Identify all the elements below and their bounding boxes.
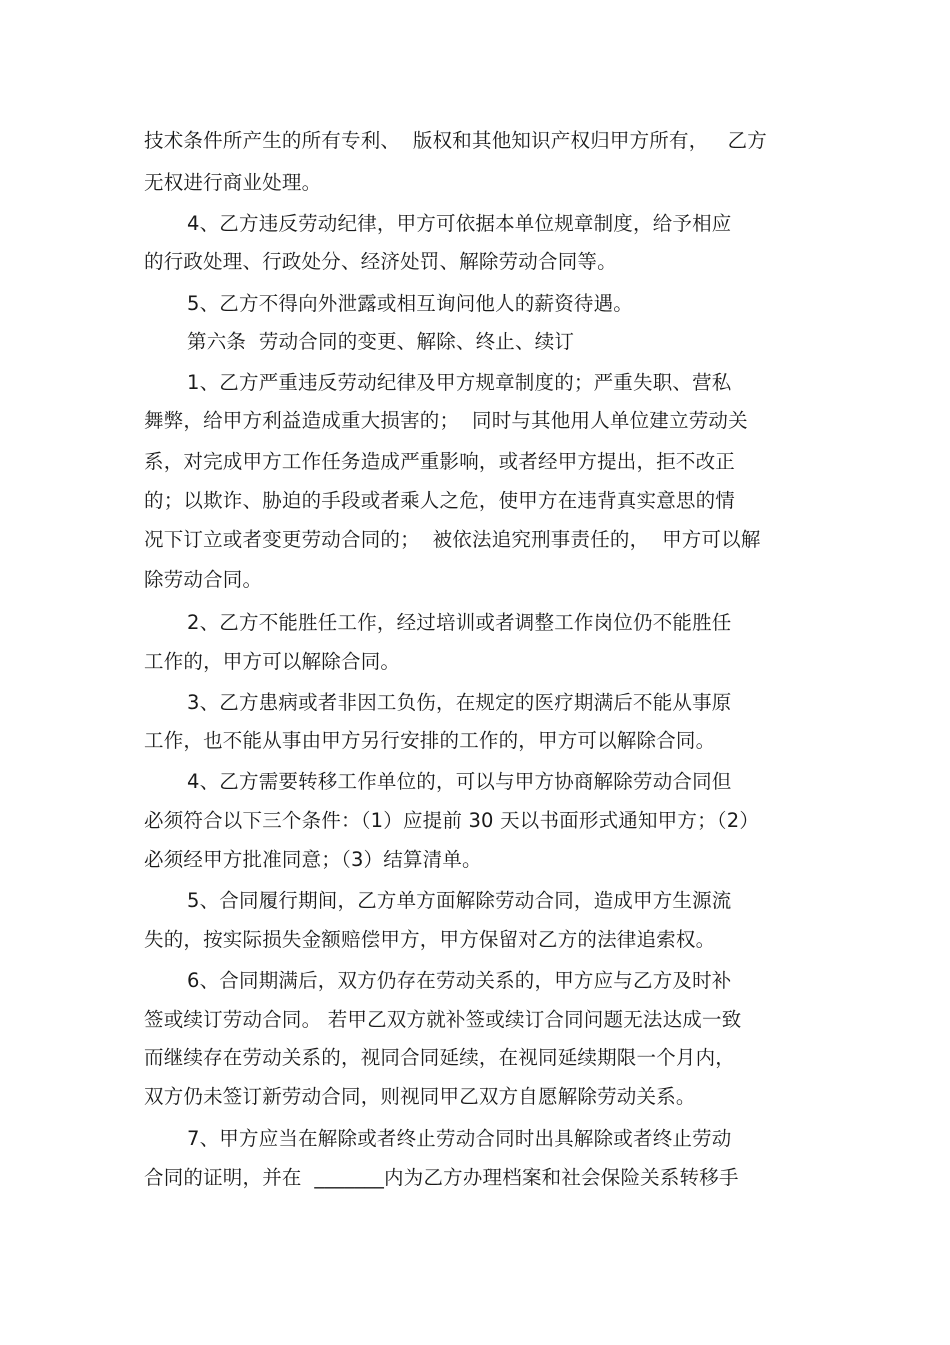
text-line: 工作，也不能从事由甲方另行安排的工作的，甲方可以解除合同。 xyxy=(144,729,716,752)
text-line: 的；以欺诈、胁迫的手段或者乘人之危，使甲方在违背真实意思的情 xyxy=(144,489,736,512)
text-line: 况下订立或者变更劳动合同的； 被依法追究刑事责任的， 甲方可以解 xyxy=(144,528,761,551)
text-line: 无权进行商业处理。 xyxy=(144,171,322,194)
text-line: 技术条件所产生的所有专利、 版权和其他知识产权归甲方所有， 乙方 xyxy=(144,129,767,152)
text-line: 工作的，甲方可以解除合同。 xyxy=(144,650,401,673)
text-line: 4、乙方违反劳动纪律，甲方可依据本单位规章制度，给予相应 xyxy=(187,212,732,235)
text-line: 5、乙方不得向外泄露或相互询问他人的薪资待遇。 xyxy=(187,292,634,315)
section-heading: 第六条 劳动合同的变更、解除、终止、续订 xyxy=(187,330,575,353)
text-line: 4、乙方需要转移工作单位的，可以与甲方协商解除劳动合同但 xyxy=(187,770,732,793)
text-line: 2、乙方不能胜任工作，经过培训或者调整工作岗位仍不能胜任 xyxy=(187,611,732,634)
text-line: 7、甲方应当在解除或者终止劳动合同时出具解除或者终止劳动 xyxy=(187,1127,732,1150)
text-line: 必须符合以下三个条件：（1）应提前 30 天以书面形式通知甲方；（2） xyxy=(144,809,760,832)
text-line: 合同的证明，并在 _______内为乙方办理档案和社会保险关系转移手 xyxy=(144,1166,739,1189)
text-line: 1、乙方严重违反劳动纪律及甲方规章制度的；严重失职、营私 xyxy=(187,371,732,394)
text-line: 除劳动合同。 xyxy=(144,568,263,591)
text-line: 而继续存在劳动关系的，视同合同延续，在视同延续期限一个月内， xyxy=(144,1046,736,1069)
text-line: 系，对完成甲方工作任务造成严重影响，或者经甲方提出，拒不改正 xyxy=(144,450,736,473)
text-line: 6、合同期满后，双方仍存在劳动关系的，甲方应与乙方及时补 xyxy=(187,969,732,992)
text-line: 3、乙方患病或者非因工负伤，在规定的医疗期满后不能从事原 xyxy=(187,691,732,714)
text-line: 5、合同履行期间，乙方单方面解除劳动合同，造成甲方生源流 xyxy=(187,889,732,912)
text-line: 签或续订劳动合同。 若甲乙双方就补签或续订合同问题无法达成一致 xyxy=(144,1008,742,1031)
text-line: 必须经甲方批准同意；（3）结算清单。 xyxy=(144,848,482,871)
text-line: 双方仍未签订新劳动合同，则视同甲乙双方自愿解除劳动关系。 xyxy=(144,1085,696,1108)
text-line: 失的，按实际损失金额赔偿甲方，甲方保留对乙方的法律追索权。 xyxy=(144,928,716,951)
text-line: 的行政处理、行政处分、经济处罚、解除劳动合同等。 xyxy=(144,250,617,273)
text-line: 舞弊，给甲方利益造成重大损害的； 同时与其他用人单位建立劳动关 xyxy=(144,409,748,432)
